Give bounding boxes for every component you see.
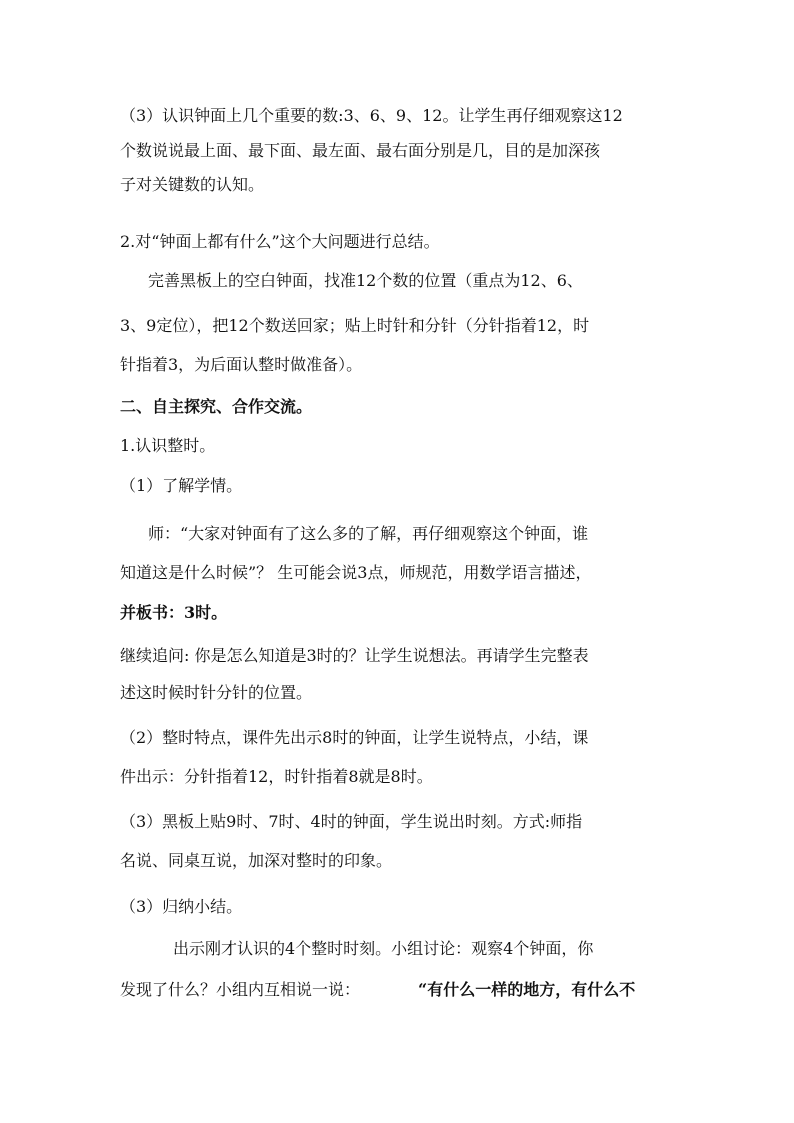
paragraph-line: 件出示：分针指着12，时针指着8就是8时。	[120, 767, 433, 786]
paragraph-line: （3）黑板上贴9时、7时、4时的钟面，学生说出时刻。方式:师指	[120, 812, 583, 831]
paragraph-line-bold: “有什么一样的地方，有什么不	[418, 980, 636, 999]
paragraph-line-bold: 并板书：3时。	[120, 603, 228, 622]
paragraph-line: 出示刚才认识的4个整时时刻。小组讨论：观察4个钟面，你	[173, 939, 594, 958]
section-heading: 二、自主探究、合作交流。	[120, 397, 313, 416]
paragraph-line: 继续追问: 你是怎么知道是3时的？让学生说想法。再请学生完整表	[120, 646, 589, 665]
paragraph-line: 个数说说最上面、最下面、最左面、最右面分别是几，目的是加深孩	[120, 141, 601, 160]
subheading: （1）了解学情。	[120, 476, 243, 495]
section-summary-line: 2.对“钟面上都有什么”这个大问题进行总结。	[120, 232, 440, 251]
paragraph-line: 名说、同桌互说，加深对整时的印象。	[120, 851, 393, 870]
paragraph-line: 针指着3，为后面认整时做准备）。	[120, 355, 363, 374]
paragraph-line: 述这时候时针分针的位置。	[120, 683, 313, 702]
paragraph-line: 完善黑板上的空白钟面，找准12个数的位置（重点为12、6、	[148, 271, 583, 290]
subheading: （3）归纳小结。	[120, 897, 243, 916]
paragraph-line: 发现了什么？小组内互相说一说：	[120, 980, 361, 999]
subheading: 1.认识整时。	[120, 436, 216, 455]
paragraph-line: 知道这是什么时候”？ 生可能会说3点，师规范，用数学语言描述，	[120, 563, 592, 582]
paragraph-line: 师：“大家对钟面有了这么多的了解，再仔细观察这个钟面，谁	[148, 524, 589, 543]
paragraph-line: 子对关键数的认知。	[120, 175, 265, 194]
paragraph-line: 3、9定位），把12个数送回家；贴上时针和分针（分针指着12，时	[120, 316, 590, 335]
paragraph-line: （3）认识钟面上几个重要的数:3、6、9、12。让学生再仔细观察这12	[120, 106, 623, 125]
paragraph-line: （2）整时特点，课件先出示8时的钟面，让学生说特点，小结，课	[120, 728, 589, 747]
